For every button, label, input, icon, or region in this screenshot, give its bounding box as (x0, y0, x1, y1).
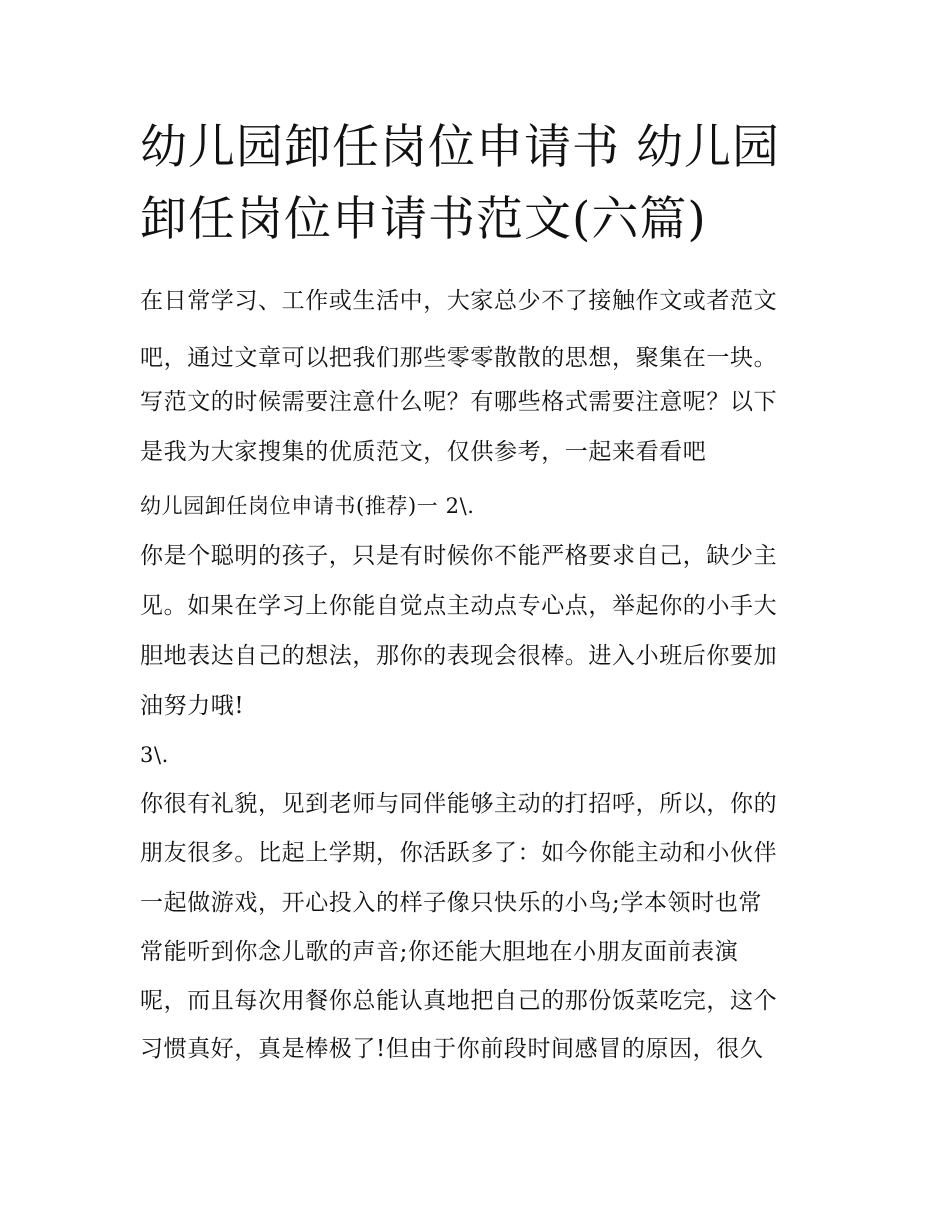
paragraph-line: 是我为大家搜集的优质范文，仅供参考，一起来看看吧 (140, 439, 707, 465)
document-title: 幼儿园卸任岗位申请书 幼儿园卸任岗位申请书范文(六篇) (140, 120, 780, 247)
paragraph-line: 在日常学习、工作或生活中，大家总少不了接触作文或者范文 (140, 288, 778, 314)
paragraph-line: 油努力哦! (140, 693, 245, 719)
paragraph-line: 习惯真好，真是棒极了!但由于你前段时间感冒的原因，很久 (140, 1036, 764, 1062)
paragraph-line: 你是个聪明的孩子，只是有时候你不能严格要求自己，缺少主 (140, 543, 778, 569)
paragraph-line: 一起做游戏，开心投入的样子像只快乐的小鸟;学本领时也常 (140, 890, 762, 916)
section-heading: 幼儿园卸任岗位申请书(推荐)一 2\. (140, 494, 475, 518)
paragraph-line: 写范文的时候需要注意什么呢？有哪些格式需要注意呢？以下 (140, 389, 778, 415)
paragraph-line: 呢，而且每次用餐你总能认真地把自己的那份饭菜吃完，这个 (140, 988, 778, 1014)
paragraph-line: 吧，通过文章可以把我们那些零零散散的思想，聚集在一块。 (140, 345, 778, 371)
paragraph-line: 胆地表达自己的想法，那你的表现会很棒。进入小班后你要加 (140, 643, 778, 669)
section-number: 3\. (140, 743, 169, 767)
paragraph-line: 你很有礼貌，见到老师与同伴能够主动的打招呼，所以，你的 (140, 791, 778, 817)
paragraph-line: 常能听到你念儿歌的声音;你还能大胆地在小朋友面前表演 (140, 939, 739, 965)
paragraph-line: 朋友很多。比起上学期，你活跃多了：如今你能主动和小伙伴 (140, 840, 778, 866)
paragraph-line: 见。如果在学习上你能自觉点主动点专心点，举起你的小手大 (140, 593, 778, 619)
